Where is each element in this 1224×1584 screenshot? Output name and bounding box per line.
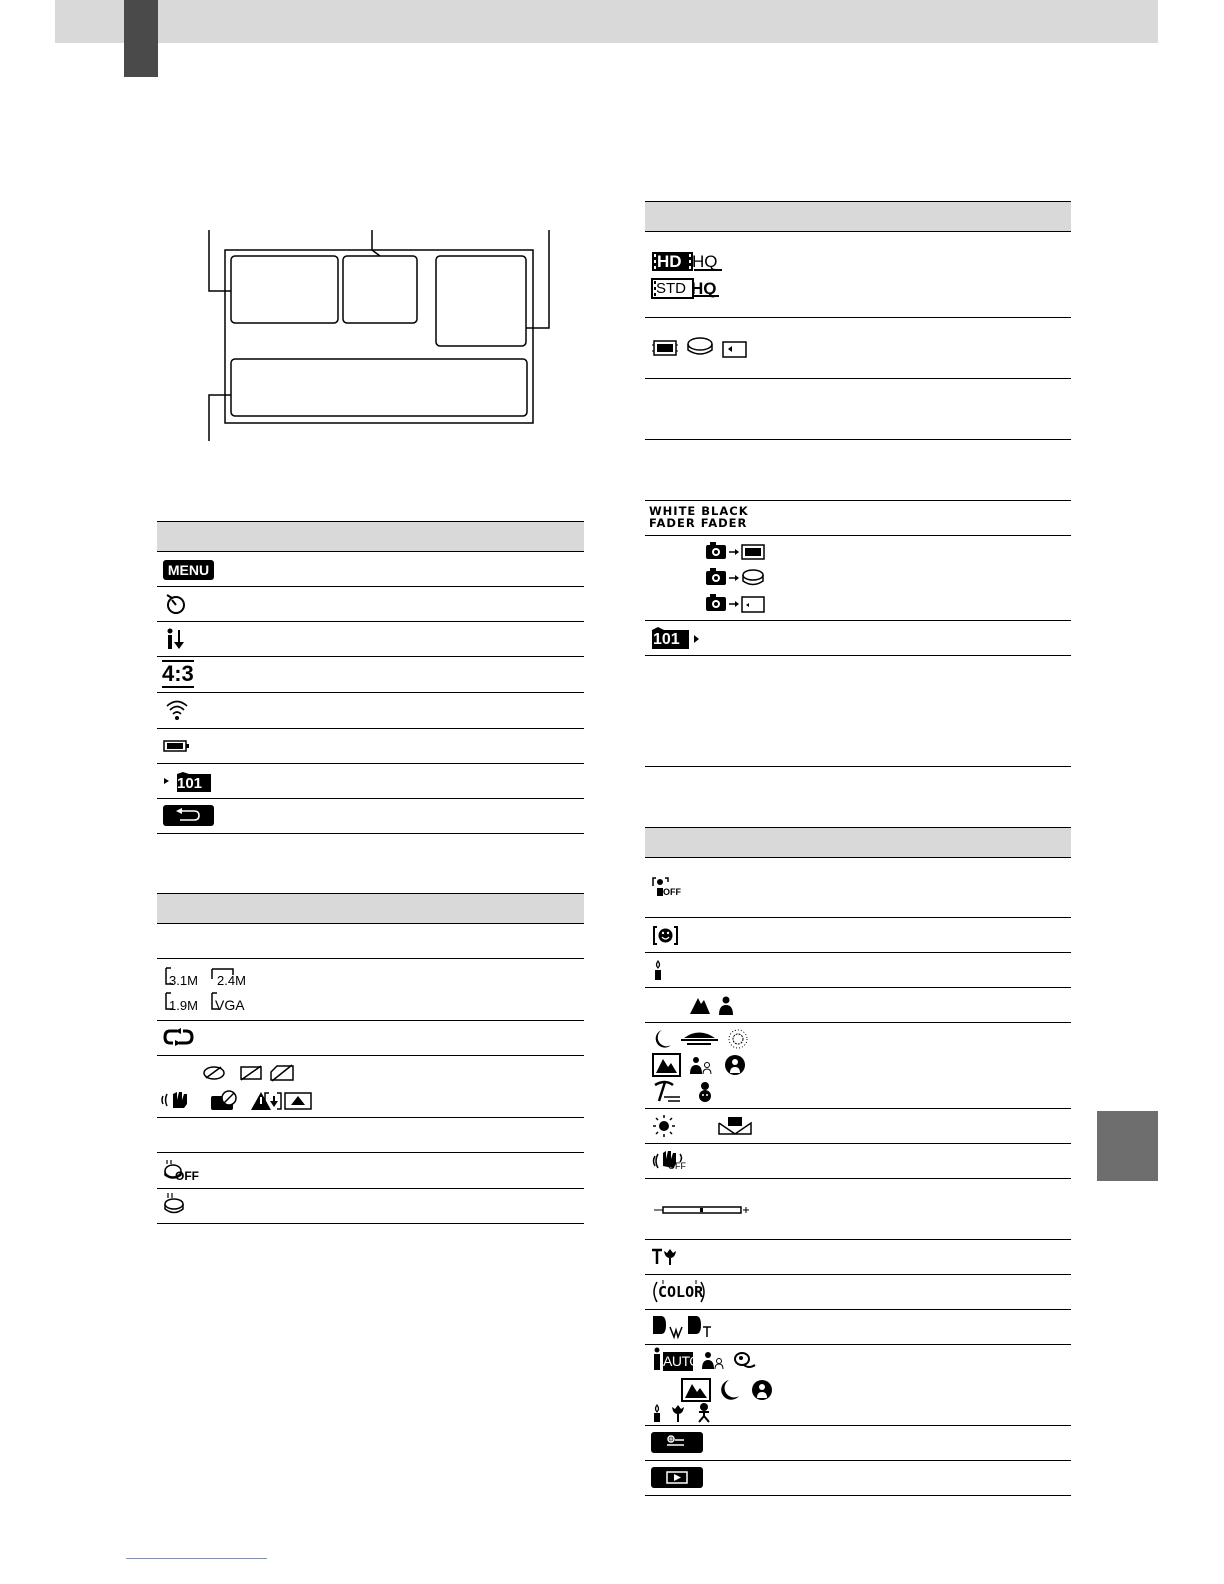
- table-row: [157, 1056, 584, 1118]
- table-row: [645, 1179, 1071, 1240]
- return-button-icon: [161, 799, 221, 833]
- left-table-2-header: [157, 893, 584, 924]
- right-table-2: [645, 827, 1071, 1496]
- option-button-icon: [649, 1426, 709, 1460]
- screen-diagram: [200, 225, 560, 445]
- left-table-2: [157, 893, 584, 1224]
- image-size-1-9m: 1.9M: [169, 998, 198, 1013]
- hq-label-2: HQ: [691, 279, 717, 298]
- hq-label-1: HQ: [692, 252, 718, 271]
- hd-label: HD: [657, 252, 682, 271]
- callout-line-4: [209, 395, 231, 441]
- warning-icons: [161, 1056, 321, 1117]
- fader-text: [649, 505, 749, 529]
- media-icons: [649, 318, 759, 378]
- right-table-1: [645, 201, 1071, 767]
- screen-area-bottom: [231, 359, 527, 416]
- header-tab-block: [124, 0, 158, 77]
- battery-icon: [161, 729, 195, 763]
- tele-macro-icon: [649, 1240, 689, 1274]
- self-timer-icon: [161, 587, 191, 621]
- callout-line-3: [526, 230, 549, 328]
- table-row: [645, 440, 1071, 501]
- table-row: [157, 1118, 584, 1153]
- right-table-2-header: [645, 827, 1071, 858]
- left-table-1-header: [157, 521, 584, 552]
- table-row: [157, 552, 584, 587]
- screen-area-top-center: [343, 256, 417, 323]
- table-row: [645, 1310, 1071, 1345]
- table-row: [157, 1153, 584, 1189]
- candle-icon: [649, 953, 679, 987]
- table-row: [645, 232, 1071, 318]
- table-row: [645, 536, 1071, 621]
- steady-off-label: OFF: [668, 1161, 686, 1171]
- table-row: [157, 1189, 584, 1223]
- fader-line-2: FADER FADER: [649, 516, 748, 530]
- table-row: [645, 918, 1071, 953]
- signal-icon: [161, 693, 191, 728]
- table-row: [645, 656, 1071, 766]
- std-label: STD: [656, 280, 686, 297]
- table-row: [157, 1021, 584, 1056]
- auto-label: AUTO: [663, 1353, 700, 1369]
- table-row: [157, 657, 584, 693]
- fader-line-1: WHITE BLACK: [649, 504, 749, 518]
- color-label: COLOR: [658, 1283, 704, 1301]
- image-size-2-4m: 2.4M: [217, 973, 246, 988]
- header-bar: [55, 0, 1158, 43]
- table-row: [645, 953, 1071, 988]
- hdd-off-label: OFF: [175, 1169, 199, 1183]
- folder-play-number: 101: [653, 631, 680, 648]
- quality-icons: [649, 232, 739, 317]
- table-row: [645, 1240, 1071, 1275]
- table-row: [645, 1144, 1071, 1179]
- table-row: [157, 924, 584, 959]
- table-row: [645, 1345, 1071, 1426]
- table-row: [645, 1023, 1071, 1109]
- table-row: [645, 1426, 1071, 1461]
- table-row: [645, 1275, 1071, 1310]
- hdd-icon: [161, 1189, 191, 1223]
- folder-number: 101: [177, 775, 203, 792]
- table-row: [645, 988, 1071, 1023]
- right-table-1-header: [645, 201, 1071, 232]
- image-size-3-1m: 3.1M: [169, 973, 198, 988]
- callout-line-1: [209, 230, 231, 291]
- exposure-bar-icon: [649, 1179, 759, 1239]
- table-row: [645, 379, 1071, 440]
- table-row: [645, 1109, 1071, 1144]
- menu-button-icon: MENU: [163, 560, 214, 580]
- playback-button-icon: [649, 1461, 709, 1495]
- table-row: [157, 799, 584, 833]
- table-row: [157, 587, 584, 622]
- smile-off-label: OFF: [663, 887, 681, 897]
- screen-area-top-right: [436, 256, 526, 346]
- left-table-1: [157, 521, 584, 834]
- aspect-ratio-icon: 4:3: [162, 661, 194, 686]
- copy-icons: [649, 536, 789, 620]
- table-row: [645, 318, 1071, 379]
- table-row: [157, 729, 584, 764]
- face-detection-icon: [161, 622, 191, 656]
- scene-icons: [649, 1023, 759, 1108]
- callout-line-2: [372, 230, 380, 256]
- table-row: [157, 764, 584, 799]
- conversion-lens-icons: [649, 1310, 719, 1344]
- smile-icon: [649, 918, 689, 952]
- table-row: [645, 501, 1071, 536]
- table-row: [645, 858, 1071, 918]
- screen-area-top-left: [231, 256, 338, 323]
- image-size-vga: VGA: [215, 997, 245, 1013]
- table-row: [645, 621, 1071, 656]
- footer-rule: [126, 1558, 267, 1559]
- white-balance-icons: [649, 1109, 769, 1143]
- side-index-tab: [1097, 1111, 1158, 1181]
- mountain-portrait-icons: [649, 988, 759, 1022]
- table-row: [157, 693, 584, 729]
- table-row: [645, 1461, 1071, 1495]
- table-row: [157, 622, 584, 657]
- screen-outline: [225, 250, 533, 423]
- repeat-icon: [161, 1021, 201, 1055]
- table-row: [157, 959, 584, 1021]
